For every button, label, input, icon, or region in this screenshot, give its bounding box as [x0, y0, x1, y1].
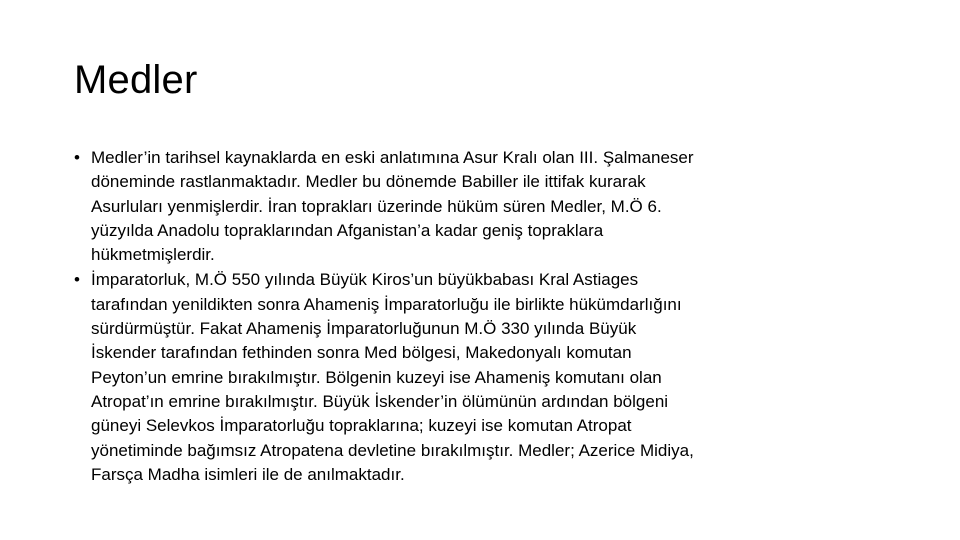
bullet-text-line: güneyi Selevkos İmparatorluğu topraklarına; kuzeyi ise komutan Atropat	[91, 416, 632, 436]
slide-title: Medler	[74, 58, 198, 102]
bullet-text-line: yüzyılda Anadolu topraklarından Afganistan’a kadar geniş topraklara	[91, 220, 604, 240]
bullet-text-line: tarafından yenildikten sonra Ahameniş İmparatorluğu ile birlikte hükümdarlığını	[91, 294, 682, 314]
bullet-text-line: Farsça Madha isimleri ile de anılmaktadır.	[91, 464, 405, 484]
bullet-text-line: Asurluları yenmişlerdir. İran toprakları üzerinde hüküm süren Medler, M.Ö 6.	[91, 196, 662, 216]
bullet-text-line: İskender tarafından fethinden sonra Med bölgesi, Makedonyalı komutan	[91, 343, 632, 363]
bullet-dot-icon: •	[74, 270, 80, 290]
bullet-item	[74, 268, 894, 487]
bullet-text-line: hükmetmişlerdir.	[91, 245, 215, 265]
bullet-list	[74, 146, 894, 488]
bullet-dot-icon: •	[74, 148, 80, 167]
bullet-text-line: Peyton’un emrine bırakılmıştır. Bölgenin kuzeyi ise Ahameniş komutanı olan	[91, 367, 662, 387]
bullet-item	[74, 146, 894, 267]
bullet-text-line: İmparatorluk, M.Ö 550 yılında Büyük Kiros’un büyükbabası Kral Astiages	[91, 270, 639, 290]
bullet-text-line: Medler’in tarihsel kaynaklarda en eski anlatımına Asur Kralı olan III. Şalmaneser	[91, 148, 694, 167]
bullet-text-line: yönetiminde bağımsız Atropatena devletine bırakılmıştır. Medler; Azerice Midiya,	[91, 440, 694, 460]
bullet-text-line: sürdürmüştür. Fakat Ahameniş İmparatorluğunun M.Ö 330 yılında Büyük	[91, 319, 637, 339]
bullet-text-line: döneminde rastlanmaktadır. Medler bu dönemde Babiller ile ittifak kurarak	[91, 172, 646, 192]
bullet-text-line: Atropat’ın emrine bırakılmıştır. Büyük İskender’in ölümünün ardından bölgeni	[91, 391, 669, 411]
